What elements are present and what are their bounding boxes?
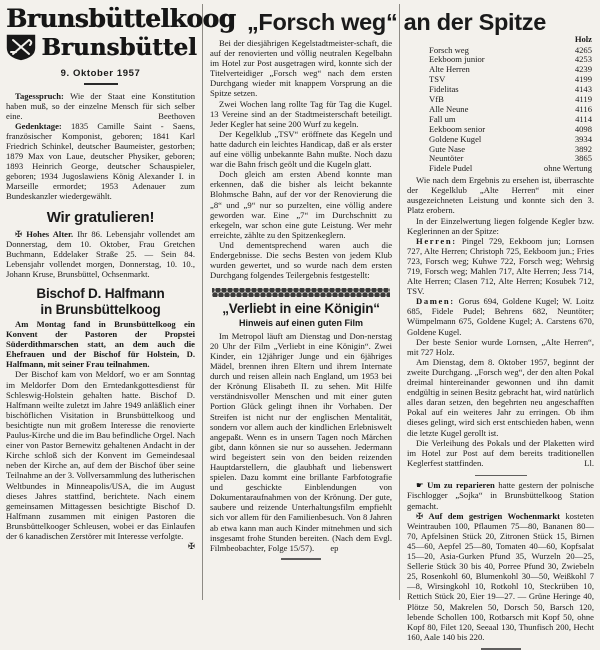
masthead-divider <box>84 83 118 85</box>
bowling-paragraph-4: Doch gleich am ersten Abend konnte man erkennen, daß die bisher als leicht bekannte Blohmsche Bahn, auf der vor der Renovierung die „8“ und „9“ nur so purzelten, eine völlig andere geworden war. Eine „7“ im Durchschnitt zu erkegeln, war schon eine gute Leistung. Wer mehr erreichte, zählte zu den Spitzenkeglern. <box>210 169 393 240</box>
issue-date: 9. Oktober 1957 <box>60 68 141 79</box>
result-club-name: VfB <box>429 94 444 105</box>
result-club-name: Fall um <box>429 113 456 124</box>
result-score: 4098 <box>574 123 592 134</box>
congrats-text: Ihr 86. Lebensjahr vollendet am Donnerstag, dem 10. Oktober, Frau Gretchen Buchmann, Eddelaker Straße 25. — Sein 84. Lebensjahr vollendet morgen, Donnerstag, 10. 10., Johann Kruse, Brunsbüttel, Ochsenmarkt. <box>6 228 195 279</box>
decorative-divider <box>212 288 390 297</box>
market-dingbat-icon: ✠ <box>416 510 424 521</box>
senior-paragraph: Der beste Senior wurde Lornsen, „Alte Herren“, mit 727 Holz. <box>407 336 594 357</box>
damen-text: Gorus 694, Goldene Kugel; W. Loitz 685, Fidele Pudel; Behrens 682, Neuntöter; Wümpelmann 675, Goldene Kugel; A. Carstens 670, Goldene Kugel. <box>407 296 594 337</box>
congrats-label: Hohes Alter. <box>26 228 74 239</box>
congrats-paragraph <box>6 229 195 279</box>
article-end-dingbat-icon: ✠ <box>187 541 195 552</box>
bowling-paragraph-1 <box>210 38 392 99</box>
result-club-name: Alte Herren <box>429 64 470 75</box>
result-score: 4114 <box>575 113 592 124</box>
news-item-market-text: kosteten Weintrauben 100, Pflaumen 75—80, Bananen 80—70, Apfelsinen Stück 20, Zitronen Stück 15, Birnen 45—60, Aepfel 25—80, Tomaten 40—60, Kopfsalat 15—20, Asia-Gurken Pfund 35, Wurzeln 20—25, Sellerie Stück 30 bis 40, Porree Pfund 30, Zwiebeln 25, Rosenkohl 60, Blumenkohl 30—50, Weißkohl 7—8, Wirsingkohl 10, Rotkohl 10, Steckrüben 10, Rettich Stück 20, Eier 19—27. — Grüne Heringe 40, Plötze 50, Makrelen 50, Dorsch 50, Barsch 120, lebende Schollen 100, Rotbarsch mit Kopf 50, ohne Kopf 80, Filet 120, Seeaal 130, Thunfisch 200, Hecht 160, Aale 140 bis 220. <box>407 510 594 642</box>
column-right <box>399 4 594 642</box>
pointing-hand-icon: ☛ <box>416 480 424 491</box>
herren-label: Herren: <box>416 235 457 246</box>
damen-ranking <box>407 296 594 336</box>
main-headline-container <box>199 6 594 41</box>
news-item-ship-label: Um zu reparieren <box>427 480 495 491</box>
result-score: 4253 <box>574 54 592 65</box>
result-score: 4116 <box>575 103 592 114</box>
gedenktage-text: 1835 Camille Saint - Saens, französischer Komponist, geboren; 1841 Karl Friedrich Schinkel, deutscher Baumeister, gestorben; 1879 Max von Laue, deutscher Physiker, geboren; 1893 Heinrich George, deutscher Schauspieler, geboren; 1934 Jugoslawiens König Alexander I. in Marseille ermordet; 1953 Adenauer zum Bundeskanzler wiedergewählt. <box>6 120 195 202</box>
bishop-paragraph-1-text: Konvent der Pastoren der Propstei Süderdithmarschen statt, an dem auch die Ehefrauen und der Bischof für Holstein, D. Halfmann, mit seiner Frau teilnahmen. <box>6 329 195 370</box>
results-table <box>407 35 594 174</box>
result-score: 4199 <box>574 74 592 85</box>
bowling-lead-in: Bei der diesjährigen Kegelstadtmeister- <box>219 38 357 48</box>
award-ceremony-text: Die Verleihung des Pokals und der Plaketten wird im Hotel zur Post auf dem bereits traditionellen Keglerfest stattfinden. <box>407 437 594 468</box>
news-item-ship <box>407 480 594 510</box>
tagesspruch-text: Wie der Staat eine Konstitution haben muß, so der einzelne Mensch für sich selber eine. <box>6 90 195 121</box>
result-club-name: Goldene Kugel <box>429 133 482 144</box>
result-club-name: Fidele Pudel <box>429 163 473 174</box>
herren-text: Pingel 729, Eekboom jun; Lornsen 727, Alte Herren; Christoph 725, Eekboom jun.; Fries 723, Forsch weg; Kuhwe 722, Forsch weg; Wehrsig 719, Forsch weg; Mahlen 717, Alte Herren; Jess 714, Alte Herren; Clasen 712, Alte Herren; Kosubek 712, TSV. <box>407 235 594 297</box>
news-item-market-label: Auf dem gestrigen Wochenmarkt <box>428 510 560 521</box>
gedenktage-label: Gedenktage: <box>15 120 62 131</box>
film-paragraph-text: nerstag 20 Uhr der Film „Verliebt in eine Königin“. Zwei Kinder, ein 12jähriger Junge und ein 6jähriges Mädel, brennen ihren Eltern und ihrem Internate durch und reisen allein nach England, um 1953 bei der Krönung Elisabeth II. zu sehen. Mit Hilfe verständnisvoller Menschen und mit einer guten Portion Glück gelingt ihnen ihr Vorhaben. Der Streifen ist nicht nur der englischen Mentalität, sondern vor allem auch der kindlichen Erlebniswelt angepaßt. Wenn es in unsern Tagen noch Märchen gibt, dann können sie nur so aussehen. Jedermann wird begeistert sein von den beiden reizenden Hauptdarstellern, die glaubhaft und liebenswert spielen. Dazu kommt eine brillante Farbfotografie und geschickte Einblendungen von Dokumentaraufnahmen von der Krönung. Der gute, saubere und reizende Unterhaltungsfilm empfiehlt sich vor allem für den Familienbesuch. Von 8 Jahren ab etwa kann man auch Kinder mitnehmen und sich insgesamt frohe Stunden bereiten. (Nach dem Evgl. Filmbeobachter, Folge 15/57). <box>210 330 393 553</box>
film-lead-in: Im Metropol läuft am Dienstag und Don- <box>219 330 368 341</box>
result-score: 4119 <box>575 94 592 105</box>
column-center <box>202 4 399 600</box>
film-signature: ep <box>330 542 339 553</box>
result-club-name: Forsch weg <box>429 44 469 55</box>
result-score: 3892 <box>574 143 592 154</box>
results-commentary-2: In der Einzelwertung liegen folgende Kegler bzw. Keglerinnen an der Spitze: <box>407 215 594 236</box>
masthead <box>6 4 236 85</box>
film-headline: „Verliebt in eine Königin“ <box>222 301 380 317</box>
column-left <box>6 4 236 600</box>
masthead-title-line1: Brunsbüttelkoog <box>6 4 236 33</box>
bishop-paragraph-2-text: Der Bischof kam von Meldorf, wo er am Sonntag im Meldorfer Dom den Erntedankgottesdienst für Schleswig-Holstein gehalten hatte. Bischof D. Halfmann weilte zuletzt im Jahre 1949 anläßlich einer bischöflichen Visitation in Brunsbüttelkoog und besichtigte nun mit großem Interesse die renovierte Paulus-Kirche und die im Bau befindliche Orgel. Nach einer von Pastor Bernewitz gehaltenen Andacht in der Kirche schloß sich der Konvent im Gemeindesaal neben der Kirche an, auf dem der Bischof über seine Teilnahme an der 3. Vollversammlung des lutherischen Weltbundes in Minneapolis/USA, die im August dieses Jahres stattfind, berichtete. Nach einem gemeinsamen Mittagessen besichtigte Bischof D. Halfmann zusammen mit einigen Pastoren die Brunsbüttelkooger Schleusen, wobei er das Einlaufen der 6 kanadischen Zerstörer mit Interesse verfolgte. <box>6 369 195 541</box>
bowling-paragraph-1-text: schaft, die auf der renovierten und völlig neutralen Kegelbahn im Hotel zur Post ausgetragen wird, konnte sich der Titelverteidiger „Forsch weg“ nach dem ersten Durchgang wieder mit knappem Vorsprung an die Spitze setzen. <box>210 38 393 99</box>
bowling-paragraph-5: Und dementsprechend waren auch die Endergebnisse. Die sechs Besten von jedem Klub wurden gewertet, und so wurde nach dem ersten Durchgang folgendes Teilergebnis festgestellt: <box>210 239 393 281</box>
result-club-name: Eekboom senior <box>429 123 486 134</box>
bishop-headline-line2: in Brunsbüttelkoog <box>40 301 161 317</box>
film-article-end-rule <box>281 558 321 560</box>
result-score: 3934 <box>574 133 592 144</box>
results-commentary-1: Wie nach dem Ergebnis zu ersehen ist, überraschte der Kegelklub „Alte Herren“ mit einer ausgezeichneten Leistung und konnte sich den 3. Platz erobern. <box>407 175 594 216</box>
bowling-paragraph-2: Zwei Wochen lang rollte Tag für Tag die Kugel. 13 Vereine sind an der Stadtmeisterschaft beteiligt. Jeder Kegler hat seine 200 Wurf zu kegeln. <box>210 98 393 129</box>
congrats-heading: Wir gratulieren! <box>46 208 155 226</box>
award-ceremony-paragraph <box>407 438 594 468</box>
second-round-paragraph: Am Dienstag, dem 8. Oktober 1957, beginnt der zweite Durchgang. „Forsch weg“, der den alten Pokal dreimal hintereinander gewonnen und ihn damit endgültig in seinen Besitz gebracht hat, wird natürlich alles daran setzen, den begehrten neu angeschafften Pokal auf ein weiteres Jahr zu erringen. Ob ihm dieses gelingt, wird sich erst entschieden haben, wenn die letzte Kugel gerollt ist. <box>407 356 594 438</box>
bishop-paragraph-2 <box>6 369 195 552</box>
result-score: 4143 <box>574 84 592 95</box>
result-club-name: Eekboom junior <box>429 54 485 65</box>
result-club-name: Alle Neune <box>429 103 469 114</box>
damen-label: Damen: <box>416 296 455 307</box>
herren-ranking <box>407 236 594 297</box>
results-table-body <box>407 46 594 175</box>
bishop-headline <box>6 286 195 317</box>
main-headline: „Forsch weg“ an der Spitze <box>246 9 547 35</box>
article-signature: Ll. <box>584 457 594 468</box>
result-score: 3865 <box>574 153 592 164</box>
result-club-name: Fidelitas <box>429 84 459 95</box>
bowling-paragraph-3: Der Kegelklub „TSV“ eröffnete das Kegeln und hatte dadurch ein leichtes Handicap, daß er als erster auf eine völlig unbekannte Bahn mußte. Noch dazu war die Bahn frisch geölt und die Kugeln glatt. <box>210 128 393 170</box>
result-club-name: Gute Nase <box>429 143 466 154</box>
news-separator-rule <box>475 475 527 477</box>
news-item-market <box>407 511 594 642</box>
result-club-name: Neuntöter <box>429 153 464 164</box>
result-score: 4239 <box>574 64 592 75</box>
result-club-name: TSV <box>429 74 446 85</box>
congrats-dingbat-icon: ✠ <box>15 228 23 239</box>
table-row <box>407 164 594 174</box>
results-header-holz: Holz <box>574 34 592 44</box>
bishop-headline-line1: Bischof D. Halfmann <box>36 286 165 301</box>
bishop-lead-in: Am Montag fand in Brunsbüttelkoog ein <box>15 319 195 329</box>
masthead-title-line2: Brunsbüttel <box>41 33 197 61</box>
bishop-paragraph-1 <box>6 319 195 369</box>
tagesspruch-paragraph <box>6 91 195 121</box>
film-subheadline: Hinweis auf einen guten Film <box>239 317 364 328</box>
masthead-second-row <box>6 32 195 62</box>
coat-of-arms-icon <box>4 32 38 62</box>
gedenktage-paragraph <box>6 121 195 202</box>
news-item-ship-text: hatte gestern der polnische Fischlogger „Sojka“ in Brunsbüttelkoog Station gemacht. <box>407 480 594 511</box>
tagesspruch-attribution: Beethoven <box>158 110 195 121</box>
tagesspruch-label: Tagesspruch: <box>15 90 64 101</box>
result-score: ohne Wertung <box>543 163 592 174</box>
film-paragraph <box>210 331 392 553</box>
result-score: 4265 <box>574 44 592 55</box>
